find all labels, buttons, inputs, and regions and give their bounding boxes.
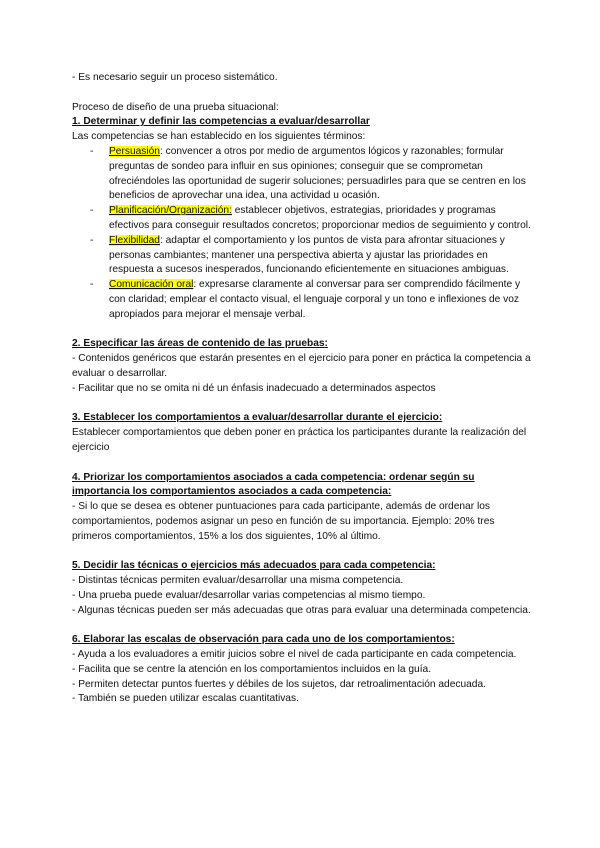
section-6-line: - Facilita que se centre la atención en los comportamientos incluidos en la guía. xyxy=(72,663,432,675)
competency-term: Persuasión xyxy=(109,145,160,157)
section-6-line: - Permiten detectar puntos fuertes y débiles de los sujetos, dar retroalimentación adecuada. xyxy=(72,678,486,690)
competency-text: : adaptar el comportamiento y los puntos de vista para afrontar situaciones y personas cambiantes; mantener una perspectiva abierta y ajustar las prioridades en respuesta a sucesos inesperados, funcionando eficientemente en situaciones ambiguas. xyxy=(109,234,509,276)
section-4-line: - Si lo que se desea es obtener puntuaciones para cada participante, además de ordenar los comportamientos, podemos asignar un peso en función de su importancia. Ejemplo: 20% tres primeros comportamientos, 15% a los dos siguientes, 10% al último. xyxy=(72,501,495,542)
document-page xyxy=(72,71,532,707)
section-6-line: - También se pueden utilizar escalas cuantitativas. xyxy=(72,693,299,705)
competency-item-comunicacion xyxy=(90,278,532,322)
bullet-dash-icon: - xyxy=(90,234,94,246)
spacer xyxy=(72,545,532,560)
section-2-heading: 2. Especificar las áreas de contenido de las pruebas: xyxy=(72,338,328,350)
section-4-heading: 4. Priorizar los comportamientos asociados a cada competencia: ordenar según su importancia los comportamientos asociados a cada competencia: xyxy=(72,471,475,498)
competency-list xyxy=(72,145,532,323)
competency-text: : expresarse claramente al conversar para ser comprendido fácilmente y con claridad; emplear el contacto visual, el lenguaje corporal y un tono e inflexiones de voz apropiados para mejorar el mensaje verbal. xyxy=(109,279,521,320)
section-3-heading: 3. Establecer los comportamientos a evaluar/desarrollar durante el ejercicio: xyxy=(72,412,443,424)
section-5-line: - Distintas técnicas permiten evaluar/desarrollar una misma competencia. xyxy=(72,575,404,587)
competency-term: Planificación/Organización: xyxy=(109,205,232,217)
spacer xyxy=(72,323,532,338)
competency-text: : convencer a otros por medio de argumentos lógicos y razonables; formular preguntas de sondeo para influir en sus opiniones; conseguir que se comprometan ofreciéndoles las oportunidad de sugerir soluciones; persuadirles para que se centren en los beneficios de aprovechar una idea, una actividad u ocasión. xyxy=(109,145,526,202)
section-6-heading: 6. Elaborar las escalas de observación para cada uno de los comportamientos: xyxy=(72,634,455,646)
section-1-intro: Las competencias se han establecido en los siguientes términos: xyxy=(72,131,366,143)
competency-text: establecer objetivos, estrategias, prioridades y programas efectivos para conseguir resultados concretos; proporcionar medios de seguimiento y control. xyxy=(109,205,531,231)
competency-term: Comunicación oral xyxy=(109,279,194,291)
section-2-line: - Contenidos genéricos que estarán presentes en el ejercicio para poner en práctica la competencia a evaluar o desarrollar. xyxy=(72,353,531,379)
process-title: Proceso de diseño de una prueba situacional: xyxy=(72,101,279,113)
spacer xyxy=(72,618,532,633)
section-5-line: - Una prueba puede evaluar/desarrollar varias competencias al mismo tiempo. xyxy=(72,589,426,601)
spacer xyxy=(72,86,532,101)
section-2-line: - Facilitar que no se omita ni dé un énfasis inadecuado a determinados aspectos xyxy=(72,382,436,394)
competency-term: Flexibilidad xyxy=(109,234,160,246)
bullet-dash-icon: - xyxy=(90,205,94,217)
competency-item-planificacion xyxy=(90,204,532,234)
section-3-line: Establecer comportamientos que deben poner en práctica los participantes durante la realización del ejercicio xyxy=(72,427,527,453)
spacer xyxy=(72,397,532,412)
bullet-dash-icon: - xyxy=(90,279,94,291)
competency-item-persuasion xyxy=(90,145,532,204)
spacer xyxy=(72,456,532,471)
section-5-heading: 5. Decidir las técnicas o ejercicios más adecuados para cada competencia: xyxy=(72,560,436,572)
competency-item-flexibilidad xyxy=(90,234,532,278)
intro-line: - Es necesario seguir un proceso sistemático. xyxy=(72,72,278,83)
section-6-line: - Ayuda a los evaluadores a emitir juicios sobre el nivel de cada participante en cada competencia. xyxy=(72,649,517,661)
section-5-line: - Algunas técnicas pueden ser más adecuadas que otras para evaluar una determinada competencia. xyxy=(72,604,531,616)
section-1-heading: 1. Determinar y definir las competencias a evaluar/desarrollar xyxy=(72,116,370,128)
bullet-dash-icon: - xyxy=(90,145,94,157)
